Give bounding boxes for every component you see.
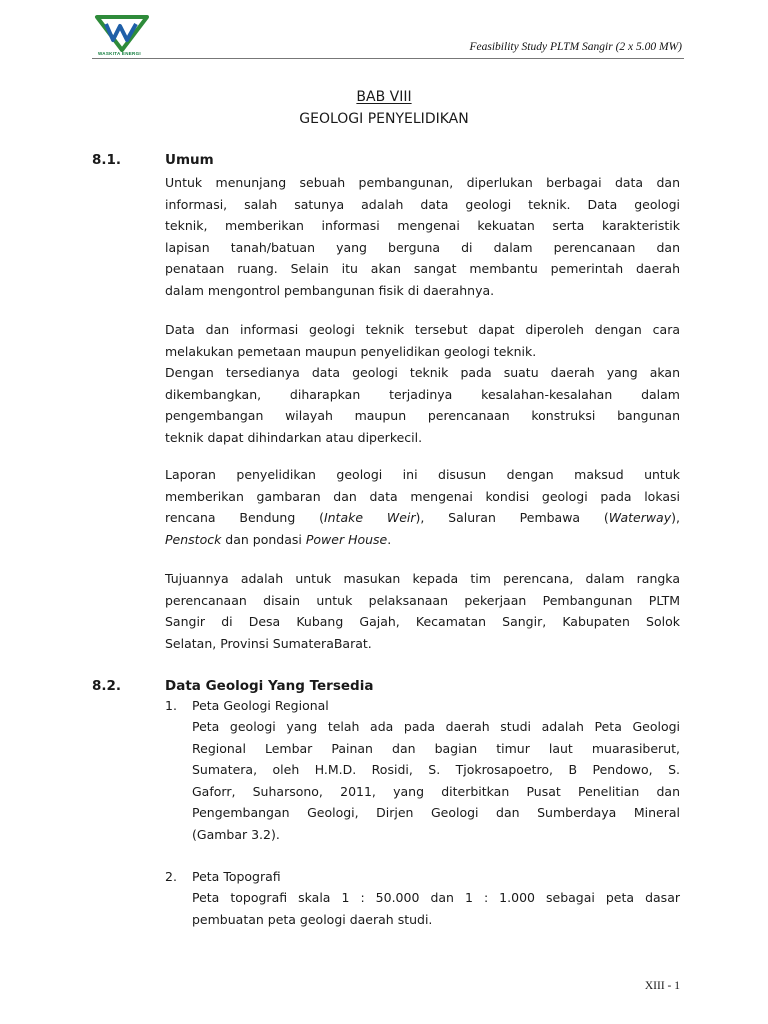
paragraph	[165, 319, 680, 448]
header-divider	[92, 58, 684, 59]
section-number: 8.1.	[92, 152, 122, 168]
paragraph-line: rencana Bendung (Intake Weir), Saluran Pembawa (Waterway),	[165, 510, 680, 525]
list-item-number: 1.	[165, 698, 177, 713]
section-number: 8.2.	[92, 678, 122, 694]
paragraph-line: dikembangkan, diharapkan terjadinya kesalahan-kesalahan dalam	[165, 386, 680, 402]
paragraph-line: Data dan informasi geologi teknik tersebut dapat diperoleh dengan cara	[165, 322, 680, 337]
paragraph-line: Sumatera, oleh H.M.D. Rosidi, S. Tjokrosapoetro, B Pendowo, S.	[192, 762, 680, 777]
paragraph	[165, 172, 680, 301]
paragraph-line: teknik dapat dihindarkan atau diperkecil.	[165, 429, 423, 445]
paragraph-line: Sangir di Desa Kubang Gajah, Kecamatan Sangir, Kabupaten Solok	[165, 614, 680, 629]
paragraph-line: pengembangan wilayah maupun perencanaan konstruksi bangunan	[165, 408, 680, 423]
paragraph-line: (Gambar 3.2).	[192, 826, 280, 842]
chapter-subtitle: GEOLOGI PENYELIDIKAN	[299, 111, 469, 127]
chapter-title: BAB VIII	[356, 89, 412, 105]
company-logo	[93, 14, 151, 64]
paragraph	[165, 568, 680, 654]
logo-text: WASKITA ENERGI	[98, 51, 141, 56]
list-item-body	[192, 887, 680, 930]
paragraph-line: Laporan penyelidikan geologi ini disusun dengan maksud untuk	[165, 467, 680, 482]
paragraph-line: perencanaan disain untuk pelaksanaan pekerjaan Pembangunan PLTM	[165, 592, 680, 608]
paragraph-line: melakukan pemetaan maupun penyelidikan geologi teknik.	[165, 343, 537, 359]
paragraph-line: Regional Lembar Painan dan bagian timur laut muarasiberut,	[192, 740, 680, 756]
section-title: Umum	[165, 152, 214, 168]
paragraph-line: Penstock dan pondasi Power House.	[165, 531, 392, 547]
paragraph-line: Peta topografi skala 1 : 50.000 dan 1 : 1.000 sebagai peta dasar	[192, 890, 680, 905]
section-title: Data Geologi Yang Tersedia	[165, 678, 374, 694]
paragraph	[165, 464, 680, 550]
paragraph-line: Tujuannya adalah untuk masukan kepada tim perencana, dalam rangka	[165, 571, 680, 586]
paragraph-line: dalam mengontrol pembangunan fisik di daerahnya.	[165, 282, 495, 298]
list-item-title: Peta Geologi Regional	[192, 698, 329, 713]
paragraph-line: pembuatan peta geologi daerah studi.	[192, 911, 433, 927]
list-item-body	[192, 716, 680, 845]
list-item-title: Peta Topografi	[192, 869, 281, 884]
document-header-title: Feasibility Study PLTM Sangir (2 x 5.00 MW)	[469, 41, 682, 53]
paragraph-line: penataan ruang. Selain itu akan sangat membantu pemerintah daerah	[165, 261, 680, 276]
paragraph-line: Dengan tersedianya data geologi teknik pada suatu daerah yang akan	[165, 365, 680, 380]
paragraph-line: Peta geologi yang telah ada pada daerah studi adalah Peta Geologi	[192, 719, 680, 734]
paragraph-line: Gaforr, Suharsono, 2011, yang diterbitkan Pusat Penelitian dan	[192, 783, 680, 799]
page-number: XIII - 1	[644, 980, 680, 992]
paragraph-line: Pengembangan Geologi, Dirjen Geologi dan Sumberdaya Mineral	[192, 805, 680, 820]
paragraph-line: memberikan gambaran dan data mengenai kondisi geologi pada lokasi	[165, 488, 680, 504]
paragraph-line: Selatan, Provinsi SumateraBarat.	[165, 635, 372, 651]
paragraph-line: teknik, memberikan informasi mengenai kekuatan serta karakteristik	[165, 218, 680, 233]
paragraph-line: Untuk menunjang sebuah pembangunan, diperlukan berbagai data dan	[165, 175, 680, 190]
paragraph-line: informasi, salah satunya adalah data geologi teknik. Data geologi	[165, 196, 680, 212]
paragraph-line: lapisan tanah/batuan yang berguna di dalam perencanaan dan	[165, 239, 680, 255]
list-item-number: 2.	[165, 869, 177, 884]
